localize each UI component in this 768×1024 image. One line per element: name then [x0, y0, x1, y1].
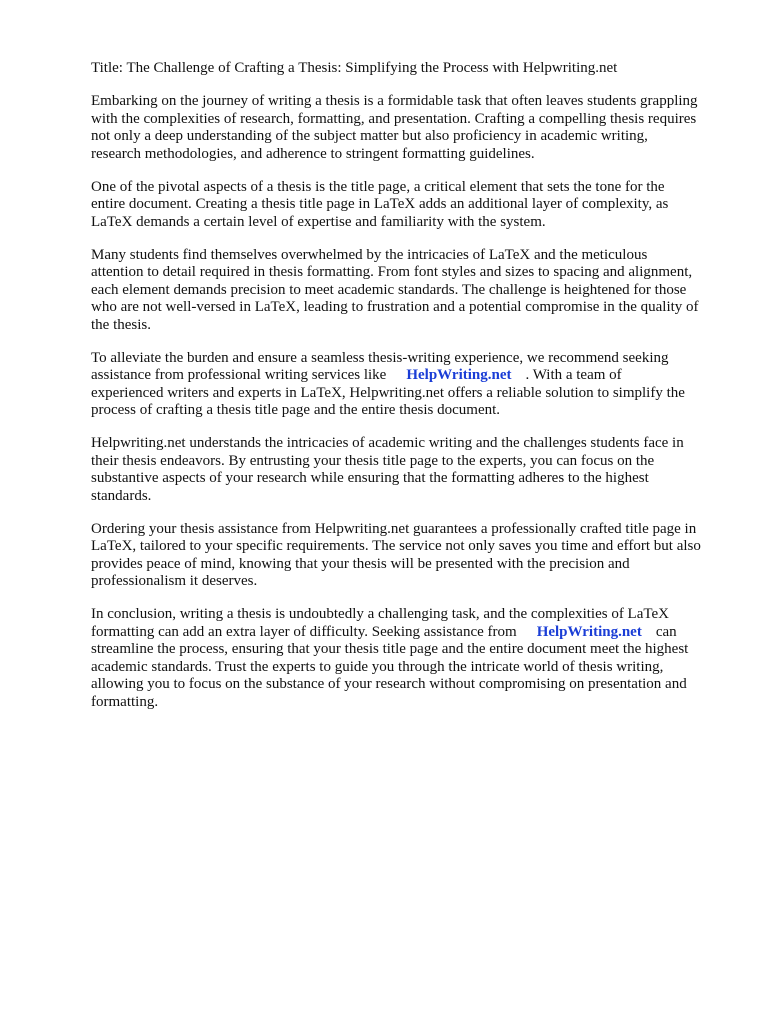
- paragraph-understanding: [91, 435, 731, 505]
- paragraph-line: To alleviate the burden and ensure a seamless thesis-writing experience, we recommend seeking: [91, 349, 669, 366]
- paragraph-line: the thesis.: [91, 316, 151, 333]
- line-text: . With a team of: [525, 367, 622, 383]
- paragraph-line: entire document. Creating a thesis title page in LaTeX adds an additional layer of complexity, as: [91, 196, 669, 212]
- paragraph-recommendation: [91, 350, 731, 420]
- paragraph-line: experienced writers and experts in LaTeX, Helpwriting.net offers a reliable solution to simplify the: [91, 384, 685, 401]
- paragraph-line-with-link: [91, 624, 731, 642]
- paragraph-line-with-link: [91, 367, 731, 385]
- paragraph-line: their thesis endeavors. By entrusting your thesis title page to the experts, you can focus on the: [91, 452, 655, 469]
- paragraph-line: process of crafting a thesis title page and the entire thesis document.: [91, 402, 501, 418]
- paragraph-line: provides peace of mind, knowing that your thesis will be presented with the precision and: [91, 555, 630, 572]
- paragraph-line: LaTeX demands a certain level of expertise and familiarity with the system.: [91, 213, 546, 230]
- paragraph-line: One of the pivotal aspects of a thesis is the title page, a critical element that sets the tone for the: [91, 178, 665, 195]
- paragraph-conclusion: [91, 606, 731, 711]
- paragraph-line: formatting.: [91, 693, 159, 710]
- paragraph-title-page: [91, 179, 731, 232]
- paragraph-line: not only a deep understanding of the subject matter but also proficiency in academic writing,: [91, 128, 648, 144]
- paragraph-line: LaTeX, tailored to your specific requirements. The service not only saves you time and effort but also: [91, 538, 701, 554]
- paragraph-line: research methodologies, and adherence to stringent formatting guidelines.: [91, 145, 535, 162]
- line-text: assistance from professional writing services like: [91, 367, 387, 383]
- paragraph-line: attention to detail required in thesis formatting. From font styles and sizes to spacing and alignment,: [91, 264, 693, 280]
- title-paragraph: [91, 60, 731, 78]
- document-title: Title: The Challenge of Crafting a Thesis: Simplifying the Process with Helpwriting.net: [91, 60, 618, 76]
- paragraph-latex-challenges: [91, 247, 731, 335]
- paragraph-line: In conclusion, writing a thesis is undoubtedly a challenging task, and the complexities of LaTeX: [91, 606, 669, 622]
- helpwriting-link[interactable]: HelpWriting.net: [406, 367, 512, 383]
- paragraph-line: substantive aspects of your research while ensuring that the formatting adheres to the highest: [91, 470, 649, 486]
- document-page: [91, 60, 731, 727]
- paragraph-line: allowing you to focus on the substance of your research without compromising on presentation and: [91, 676, 687, 692]
- paragraph-line: professionalism it deserves.: [91, 573, 258, 589]
- paragraph-line: each element demands precision to meet academic standards. The challenge is heightened for those: [91, 281, 687, 298]
- paragraph-line: Helpwriting.net understands the intricacies of academic writing and the challenges students face in: [91, 435, 684, 451]
- paragraph-line: standards.: [91, 487, 152, 504]
- helpwriting-link[interactable]: HelpWriting.net: [536, 623, 642, 640]
- paragraph-line: with the complexities of research, formatting, and presentation. Crafting a compelling thesis requires: [91, 110, 697, 127]
- paragraph-line: Ordering your thesis assistance from Helpwriting.net guarantees a professionally crafted title page in: [91, 520, 697, 537]
- line-text: can: [655, 623, 677, 640]
- line-text: formatting can add an extra layer of difficulty. Seeking assistance from: [91, 623, 517, 640]
- paragraph-line: academic standards. Trust the experts to guide you through the intricate world of thesis writing,: [91, 658, 664, 675]
- paragraph-line: streamline the process, ensuring that your thesis title page and the entire document meet the highest: [91, 641, 689, 657]
- paragraph-line: Many students find themselves overwhelmed by the intricacies of LaTeX and the meticulous: [91, 246, 648, 263]
- paragraph-ordering: [91, 521, 731, 591]
- paragraph-line: Embarking on the journey of writing a thesis is a formidable task that often leaves students grappling: [91, 93, 698, 109]
- paragraph-intro: [91, 93, 731, 163]
- paragraph-line: who are not well-versed in LaTeX, leading to frustration and a potential compromise in the quality of: [91, 299, 699, 315]
